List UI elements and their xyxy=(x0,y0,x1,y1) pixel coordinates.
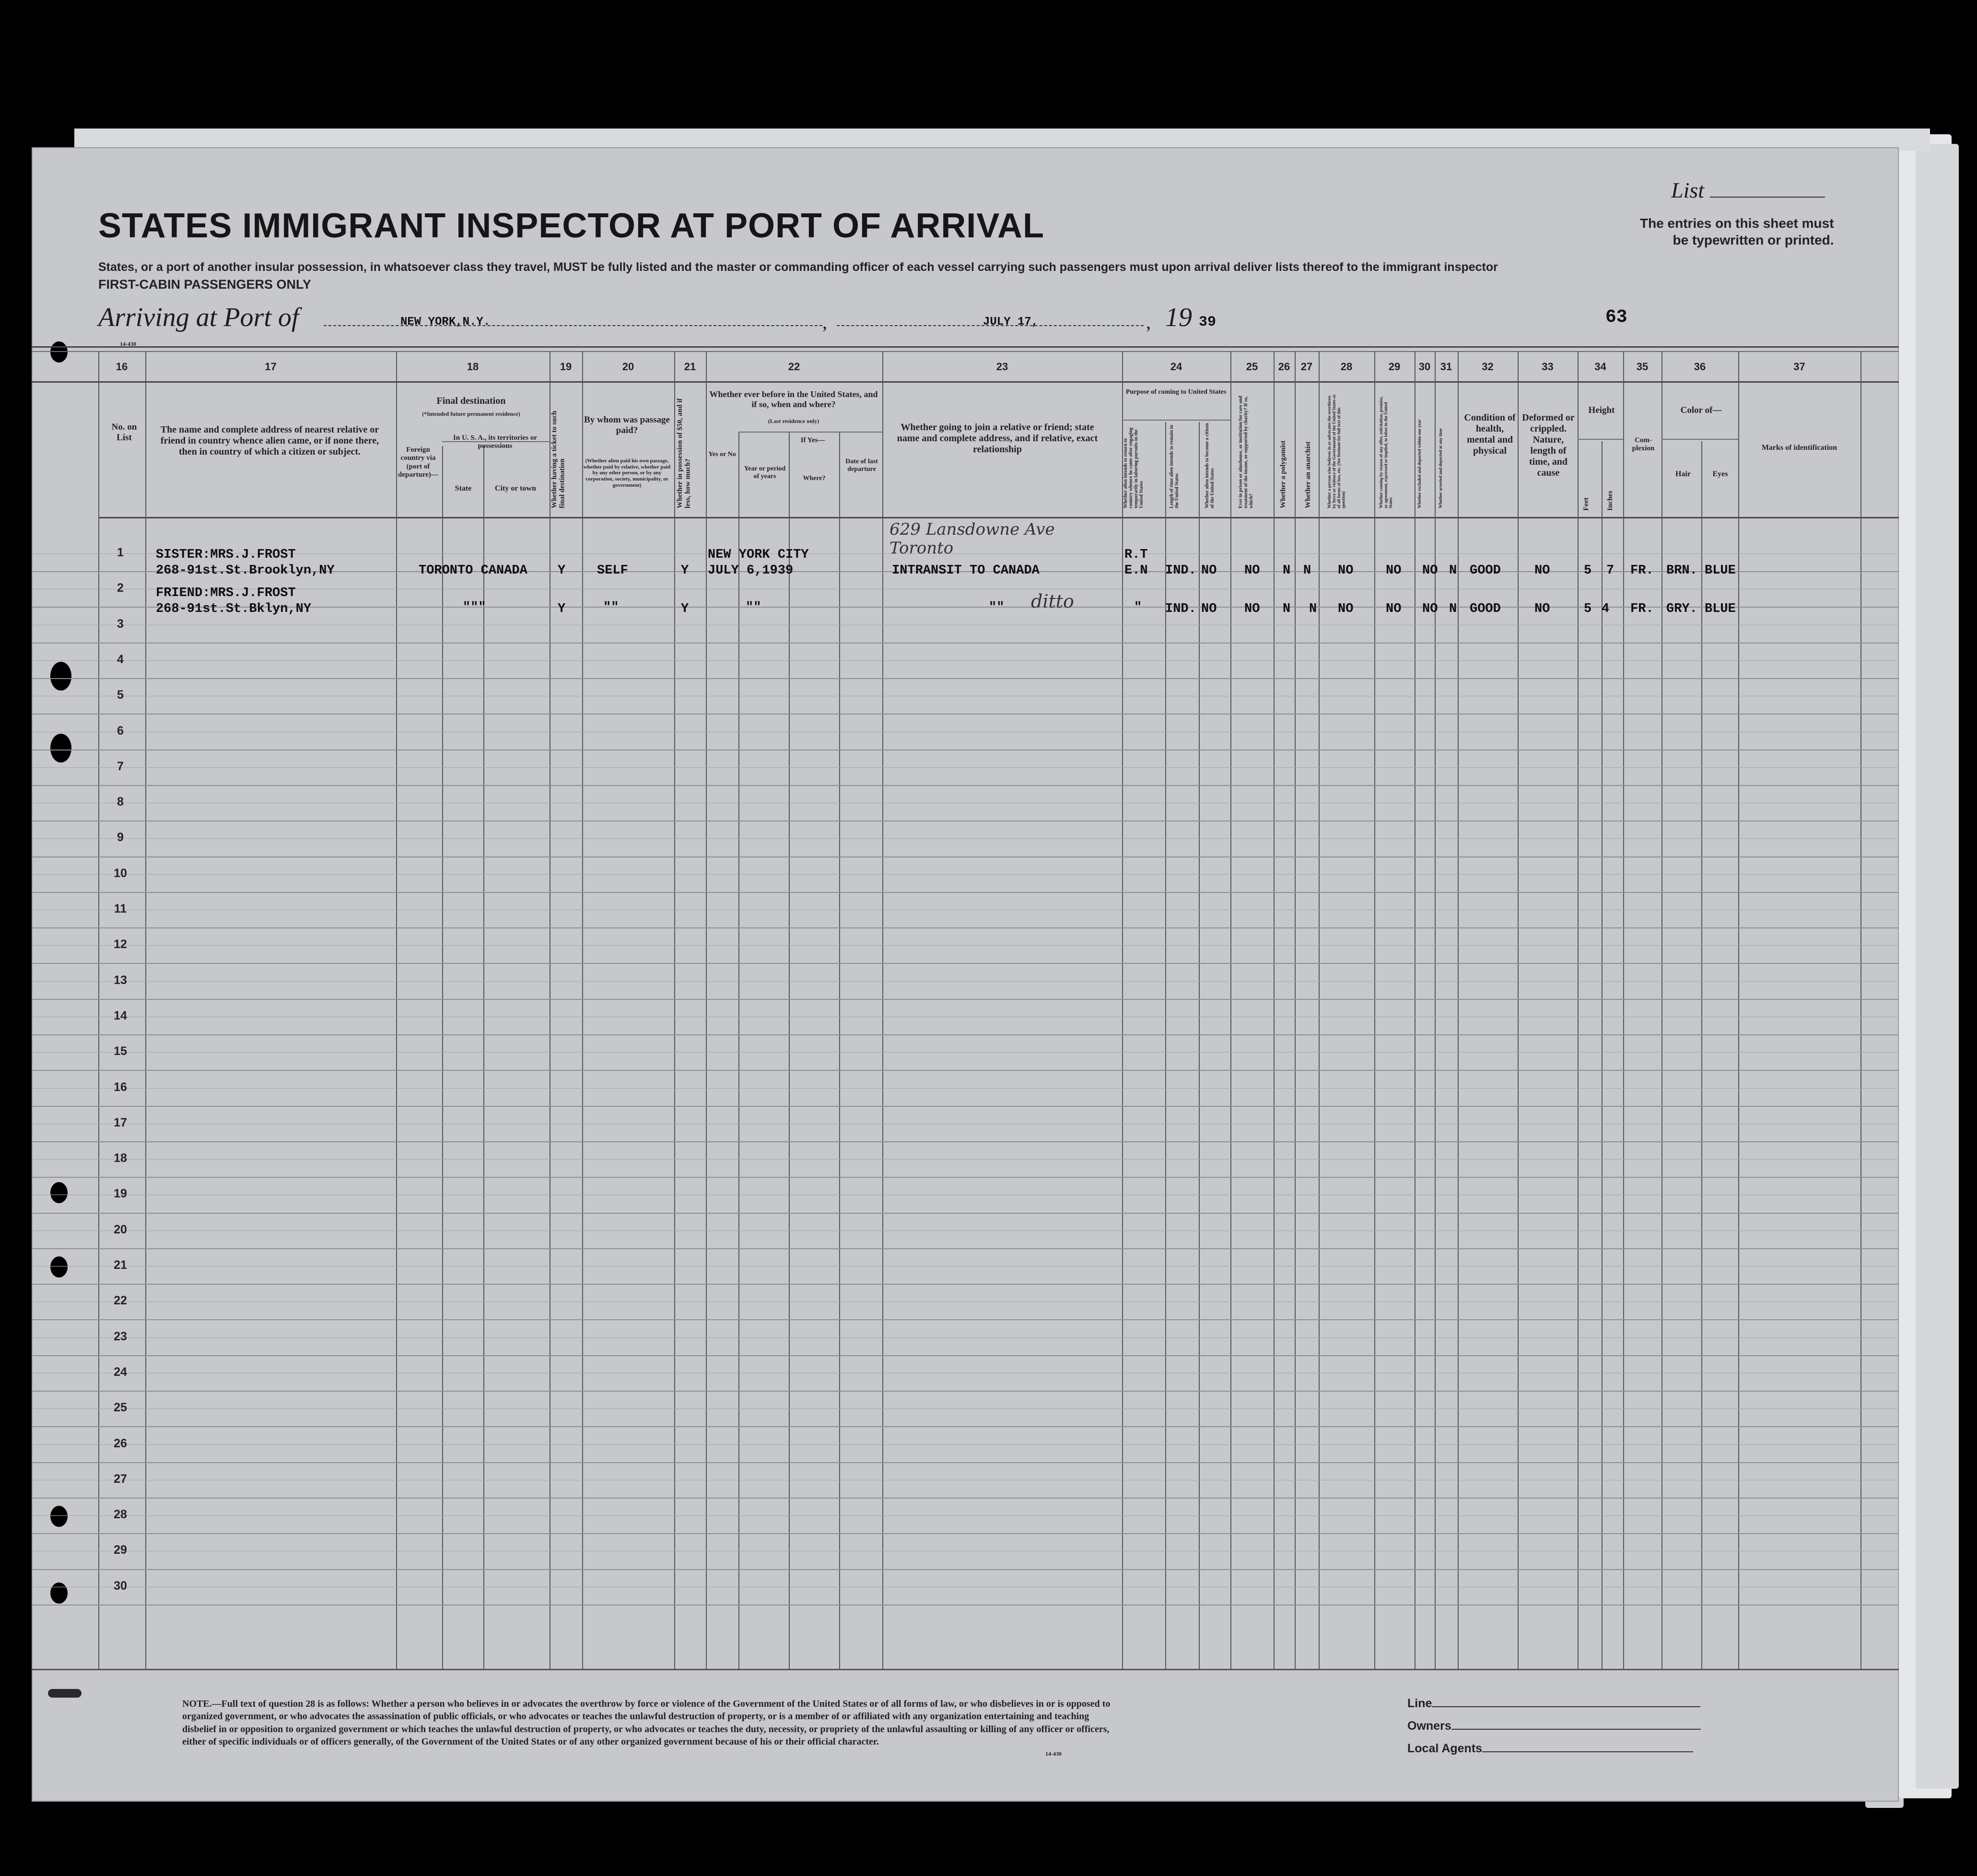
row-rule xyxy=(32,785,1899,786)
money: Y xyxy=(681,602,689,616)
line-blank xyxy=(1432,1706,1700,1707)
column-number: 31 xyxy=(1440,361,1452,373)
column-divider xyxy=(1661,351,1662,1669)
table-top-rule xyxy=(32,346,1899,348)
column-divider xyxy=(1295,351,1296,1669)
final-destination: """ xyxy=(463,600,486,615)
handwritten-address: 629 Lansdowne Ave Toronto xyxy=(889,520,1055,558)
column-number: 27 xyxy=(1300,361,1313,373)
subheader-rule xyxy=(1122,420,1230,421)
header-join-relative: Whether going to join a relative or friend; state name and complete address, and if relative, exact relationship xyxy=(897,422,1098,455)
binding-hole xyxy=(50,341,68,363)
before-date: JULY 6,1939 xyxy=(708,563,794,578)
column-divider xyxy=(674,351,675,1669)
subheader-rule xyxy=(738,432,882,433)
purpose-line: " xyxy=(1134,600,1142,615)
labor-offer: NO xyxy=(1386,602,1402,616)
health: GOOD xyxy=(1470,563,1501,578)
binding-hole xyxy=(50,662,71,691)
row-number: 6 xyxy=(117,724,124,738)
hair-color: BRN. xyxy=(1666,563,1697,578)
header-foreign-country: Foreign country via (port of departure)— xyxy=(398,446,438,479)
relative-address: 268-91st.St.Brooklyn,NY xyxy=(156,563,335,578)
join-relative: "" xyxy=(989,600,1005,615)
header-no-on-list: No. on List xyxy=(111,422,137,443)
line-label: Line xyxy=(1407,1697,1432,1710)
header-relative: The name and complete address of nearest relative or friend in country whence alien came, or if none there, then in country of which a citizen or subject. xyxy=(160,424,379,457)
column-number: 37 xyxy=(1793,361,1805,373)
column-divider xyxy=(1435,351,1436,1669)
header-polygamist: Whether a polygamist xyxy=(1279,440,1287,508)
sheet-tear xyxy=(48,1689,82,1698)
instruction-line: be typewritten or printed. xyxy=(1673,233,1834,247)
handwritten-ditto: ditto xyxy=(1031,591,1074,612)
row-rule xyxy=(32,963,1899,964)
row-rule xyxy=(32,1408,1899,1409)
header-final-destination: Final destination xyxy=(436,396,506,406)
header-labor-offer: Whether coming by reason of any offer, solicitation, promise, or agreement, expressed or implied, to labor in the United States xyxy=(1379,396,1393,508)
polygamist: N xyxy=(1283,563,1291,578)
row-number: 12 xyxy=(114,938,127,951)
row-rule xyxy=(32,927,1899,928)
row-number: 30 xyxy=(114,1579,127,1593)
row-rule xyxy=(32,1248,1899,1249)
form-subtitle: States, or a port of another insular possession, in whatsoever class they travel, MUST be fully listed and the master or commanding officer of each vessel carrying such passengers must upon arrival deliver lists thereof to the immigrant inspector xyxy=(98,260,1498,274)
row-rule xyxy=(32,1391,1899,1392)
row-number: 22 xyxy=(114,1294,127,1308)
row-number: 16 xyxy=(114,1080,127,1094)
header-in-usa: In U. S. A., its territories or possessions xyxy=(453,434,537,450)
column-divider xyxy=(442,446,443,1669)
column-divider xyxy=(1274,351,1275,1669)
become-citizen: NO xyxy=(1201,602,1217,616)
column-number-rule xyxy=(32,381,1899,383)
column-number: 33 xyxy=(1542,361,1554,373)
row-rule xyxy=(32,856,1899,857)
row-number: 3 xyxy=(117,617,124,631)
purpose-line: E.N xyxy=(1124,563,1148,578)
year-suffix: 39 xyxy=(1199,314,1217,330)
labor-offer: NO xyxy=(1386,563,1402,578)
column-number: 36 xyxy=(1694,361,1706,373)
row-number: 11 xyxy=(114,902,127,915)
date-value: JULY 17, xyxy=(983,316,1039,328)
header-year: Year or period of years xyxy=(744,465,786,481)
row-rule xyxy=(32,999,1899,1000)
header-prison: Ever in prison or almshouse, or institution for care and treatment of the insane, or supported by charity? If so, which? xyxy=(1238,396,1254,508)
row-rule xyxy=(32,945,1899,946)
ticket: Y xyxy=(558,602,566,616)
header-before-us: Whether ever before in the United States, and if so, when and where? xyxy=(709,389,878,409)
row-number: 25 xyxy=(114,1401,127,1415)
column-divider xyxy=(1578,351,1579,1669)
column-divider xyxy=(145,351,146,1669)
agents-field xyxy=(1407,1742,1693,1756)
row-rule xyxy=(32,1569,1899,1570)
subheader-rule xyxy=(1578,439,1623,440)
year-prefix: 19 xyxy=(1165,303,1192,332)
column-number: 34 xyxy=(1594,361,1606,373)
deported: N xyxy=(1449,602,1457,616)
header-city: City or town xyxy=(495,484,536,492)
relative-address: 268-91st.St.Bklyn,NY xyxy=(156,602,312,616)
column-divider xyxy=(1458,351,1459,1669)
footer-form-code: 14-430 xyxy=(1045,1750,1062,1757)
header-yes-no: Yes or No xyxy=(708,451,736,458)
eye-color: BLUE xyxy=(1705,602,1736,616)
excluded: NO xyxy=(1422,602,1438,616)
column-number: 29 xyxy=(1388,361,1401,373)
row-rule xyxy=(32,1141,1899,1142)
column-number: 16 xyxy=(116,361,128,373)
row-rule xyxy=(32,1177,1899,1178)
row-rule xyxy=(32,1355,1899,1356)
deformed: NO xyxy=(1534,563,1550,578)
binding-hole xyxy=(50,1256,68,1278)
column-number: 20 xyxy=(622,361,634,373)
column-number: 17 xyxy=(265,361,277,373)
comma: , xyxy=(822,311,827,333)
binding-hole xyxy=(50,1506,68,1527)
row-rule xyxy=(32,767,1899,768)
row-number: 28 xyxy=(114,1508,127,1522)
column-divider xyxy=(1230,351,1231,1669)
subheader-rule xyxy=(1661,439,1738,440)
table-top-rule xyxy=(32,351,1899,352)
row-rule xyxy=(32,1533,1899,1534)
manifest-sheet xyxy=(32,147,1899,1802)
row-rule xyxy=(32,1301,1899,1302)
header-ticket: Whether having a ticket to such final destination xyxy=(550,410,566,508)
owners-blank xyxy=(1451,1729,1701,1730)
column-number: 22 xyxy=(788,361,800,373)
height-feet: 5 xyxy=(1584,563,1592,578)
header-marks: Marks of identification xyxy=(1761,444,1837,452)
height-feet: 5 xyxy=(1584,602,1592,616)
column-divider xyxy=(1860,351,1861,1669)
column-number: 19 xyxy=(560,361,572,373)
row-rule xyxy=(32,981,1899,982)
header-anarchist: Whether an anarchist xyxy=(1304,441,1312,508)
header-purpose-b: Length of time alien intends to remain in the United States xyxy=(1169,425,1180,508)
deported: N xyxy=(1449,563,1457,578)
column-number: 32 xyxy=(1482,361,1494,373)
row-rule xyxy=(32,1070,1899,1071)
column-divider xyxy=(882,351,883,1669)
header-complexion: Com-plexion xyxy=(1632,436,1655,453)
header-purpose: Purpose of coming to United States xyxy=(1125,388,1227,396)
row-rule xyxy=(32,1462,1899,1463)
column-divider xyxy=(1602,441,1603,1669)
port-value: NEW YORK,N.Y. xyxy=(400,316,491,328)
hair-color: GRY. xyxy=(1666,602,1697,616)
row-number: 9 xyxy=(117,831,124,844)
binding-hole xyxy=(50,1182,68,1203)
header-overthrow: Whether a person who believes in or advocates the overthrow by force or violence of the Government of the United States or of all forms of law, etc. (See footnote for full text of this question) xyxy=(1327,394,1346,508)
column-number: 23 xyxy=(996,361,1008,373)
column-divider xyxy=(839,432,840,1669)
row-rule xyxy=(32,1498,1899,1499)
prison: NO xyxy=(1244,563,1260,578)
owners-field xyxy=(1407,1719,1701,1733)
typewritten-instruction xyxy=(1640,215,1834,248)
row-rule xyxy=(32,607,1899,608)
length-of-stay: IND. xyxy=(1165,602,1196,616)
column-divider xyxy=(396,351,397,1669)
row-number: 13 xyxy=(114,973,127,987)
row-number: 18 xyxy=(114,1151,127,1165)
header-passage-note: (Whether alien paid his own passage, whether paid by relative, whether paid by any other person, or by any corporation, society, municipality, or government) xyxy=(583,458,671,488)
header-before-note: (Last residence only) xyxy=(768,418,819,424)
overthrow: NO xyxy=(1338,602,1354,616)
arriving-label: Arriving at Port of xyxy=(98,303,299,332)
row-number: 14 xyxy=(114,1008,127,1022)
header-height: Height xyxy=(1588,405,1615,415)
before-place: "" xyxy=(746,600,761,615)
header-passage-paid: By whom was passage paid? xyxy=(584,415,670,435)
column-divider xyxy=(1738,351,1739,1669)
list-label: List xyxy=(1671,178,1705,202)
column-divider xyxy=(1518,351,1519,1669)
column-number: 24 xyxy=(1170,361,1182,373)
anarchist: N xyxy=(1309,602,1317,616)
owners-label: Owners xyxy=(1407,1719,1451,1733)
row-number: 20 xyxy=(114,1222,127,1236)
row-rule xyxy=(32,714,1899,715)
row-rule xyxy=(32,892,1899,893)
column-number: 35 xyxy=(1636,361,1649,373)
row-number: 24 xyxy=(114,1365,127,1379)
row-number: 8 xyxy=(117,795,124,809)
length-of-stay: IND. xyxy=(1165,563,1196,578)
header-hair: Hair xyxy=(1675,470,1691,478)
excluded: NO xyxy=(1422,563,1438,578)
column-number: 21 xyxy=(684,361,696,373)
height-inches: 7 xyxy=(1606,563,1614,578)
column-number: 28 xyxy=(1340,361,1353,373)
row-rule xyxy=(32,1034,1899,1035)
header-if-yes: If Yes— xyxy=(800,436,825,444)
row-rule xyxy=(32,838,1899,839)
purpose-line: R.T xyxy=(1124,548,1148,562)
row-rule xyxy=(32,1052,1899,1053)
header-where: Where? xyxy=(803,475,826,482)
header-excluded: Whether excluded and deported within one year xyxy=(1417,419,1422,508)
header-purpose-a: Whether alien intends to return to country whence he came after engaging temporarily in laboring pursuits in the United States xyxy=(1123,427,1144,508)
header-inches: Inches xyxy=(1606,491,1614,511)
form-title: STATES IMMIGRANT INSPECTOR AT PORT OF ARRIVAL xyxy=(98,207,1044,245)
become-citizen: NO xyxy=(1201,563,1217,578)
row-rule xyxy=(32,1106,1899,1107)
binding-hole xyxy=(50,734,71,762)
row-rule xyxy=(32,1337,1899,1338)
before-place: NEW YORK CITY xyxy=(708,548,809,562)
complexion: FR. xyxy=(1630,563,1654,578)
row-rule xyxy=(32,1319,1899,1320)
row-number: 10 xyxy=(114,866,127,880)
header-deported: Whether arrested and deported at any time xyxy=(1438,428,1443,508)
column-number: 30 xyxy=(1418,361,1431,373)
ticket: Y xyxy=(558,563,566,578)
relative-name: SISTER:MRS.J.FROST xyxy=(156,548,296,562)
paper-stack-edge xyxy=(1916,144,1959,1789)
header-color: Color of— xyxy=(1680,405,1722,415)
column-divider xyxy=(1199,422,1200,1669)
column-divider xyxy=(1319,351,1320,1669)
row-number: 23 xyxy=(114,1329,127,1343)
column-divider xyxy=(1701,441,1702,1669)
polygamist: N xyxy=(1283,602,1291,616)
column-number: 26 xyxy=(1278,361,1290,373)
header-feet: Feet xyxy=(1582,497,1590,511)
header-bottom-rule xyxy=(98,517,1899,518)
binding-hole xyxy=(50,1583,68,1604)
row-rule xyxy=(32,643,1899,644)
passage-paid: SELF xyxy=(597,563,628,578)
row-rule xyxy=(32,1284,1899,1285)
row-number: 27 xyxy=(114,1472,127,1486)
health: GOOD xyxy=(1470,602,1501,616)
port-blank xyxy=(324,325,822,326)
relative-name: FRIEND:MRS.J.FROST xyxy=(156,586,296,600)
row-number: 2 xyxy=(117,581,124,595)
deformed: NO xyxy=(1534,602,1550,616)
list-field xyxy=(1671,177,1825,203)
header-purpose-c: Whether alien intends to become a citizen of the United States xyxy=(1205,423,1215,508)
row-number: 4 xyxy=(117,652,124,666)
overthrow: NO xyxy=(1338,563,1354,578)
table-bottom-rule xyxy=(32,1669,1899,1670)
height-inches: 4 xyxy=(1602,602,1610,616)
row-number: 1 xyxy=(117,546,124,559)
header-health: Condition of health, mental and physical xyxy=(1464,412,1516,456)
column-divider xyxy=(483,446,484,1669)
row-rule xyxy=(32,874,1899,875)
column-divider xyxy=(1623,351,1624,1669)
row-rule xyxy=(32,1159,1899,1160)
row-rule xyxy=(32,1088,1899,1089)
column-number: 25 xyxy=(1246,361,1258,373)
header-state: State xyxy=(455,484,472,492)
column-divider xyxy=(706,351,707,1669)
row-rule xyxy=(32,1444,1899,1445)
header-deformed: Deformed or crippled. Nature, length of time, and cause xyxy=(1522,412,1575,478)
row-number: 5 xyxy=(117,688,124,702)
row-number: 17 xyxy=(114,1115,127,1129)
agents-label: Local Agents xyxy=(1407,1742,1483,1755)
row-number: 19 xyxy=(114,1187,127,1201)
row-number: 15 xyxy=(114,1044,127,1058)
row-rule xyxy=(32,1605,1899,1606)
column-divider xyxy=(789,432,790,1669)
list-blank xyxy=(1710,197,1825,198)
line-field xyxy=(1407,1697,1700,1711)
column-divider xyxy=(1374,351,1375,1669)
header-money: Whether in possession of $50, and if less, how much? xyxy=(676,398,692,508)
agents-blank xyxy=(1482,1751,1693,1752)
final-destination: TORONTO CANADA xyxy=(419,563,527,578)
row-number: 26 xyxy=(114,1436,127,1450)
row-rule xyxy=(32,660,1899,661)
header-destination-note: (*Intended future permanent residence) xyxy=(422,410,520,417)
row-number: 21 xyxy=(114,1258,127,1272)
sheet-number: 63 xyxy=(1605,307,1627,328)
header-eyes: Eyes xyxy=(1712,470,1728,478)
instruction-line: The entries on this sheet must xyxy=(1640,216,1834,231)
row-rule xyxy=(32,1515,1899,1516)
anarchist: N xyxy=(1303,563,1311,578)
row-rule xyxy=(32,678,1899,679)
eye-color: BLUE xyxy=(1705,563,1736,578)
column-divider xyxy=(1122,351,1123,1669)
footnote-question-28: NOTE.—Full text of question 28 is as follows: Whether a person who believes in or advocates the overthrow by force or violence of the Government of the United States or of all forms of law, or who disbelieves in or is opposed to organized government, or who advocates the assassination of public officials, or who advocates or teaches the unlawful destruction of property, or is a member of or affiliated with any organization entertaining and teaching disbelief in or opposition to organized government or which teaches the unlawful destruction of property, or who advocates or teaches the duty, necessity, or propriety of the unlawful assaulting or killing of any officer or officers, either of specific individuals or of officers generally, of the Government of the United States or of any other organized government because of his or their official character. xyxy=(182,1699,1111,1747)
form-code: 14-430 xyxy=(120,340,136,347)
header-last-departure: Date of last departure xyxy=(845,458,878,473)
column-number: 18 xyxy=(467,361,479,373)
comma: , xyxy=(1146,311,1151,333)
row-rule xyxy=(32,1426,1899,1427)
column-divider xyxy=(738,432,739,1669)
row-number: 29 xyxy=(114,1543,127,1557)
class-line: FIRST-CABIN PASSENGERS ONLY xyxy=(98,277,312,292)
join-relative: INTRANSIT TO CANADA xyxy=(892,563,1040,578)
prison: NO xyxy=(1244,602,1260,616)
column-divider xyxy=(582,351,583,1669)
complexion: FR. xyxy=(1630,602,1654,616)
passage-paid: "" xyxy=(603,600,619,615)
row-rule xyxy=(32,1213,1899,1214)
row-number: 7 xyxy=(117,759,124,773)
money: Y xyxy=(681,563,689,578)
